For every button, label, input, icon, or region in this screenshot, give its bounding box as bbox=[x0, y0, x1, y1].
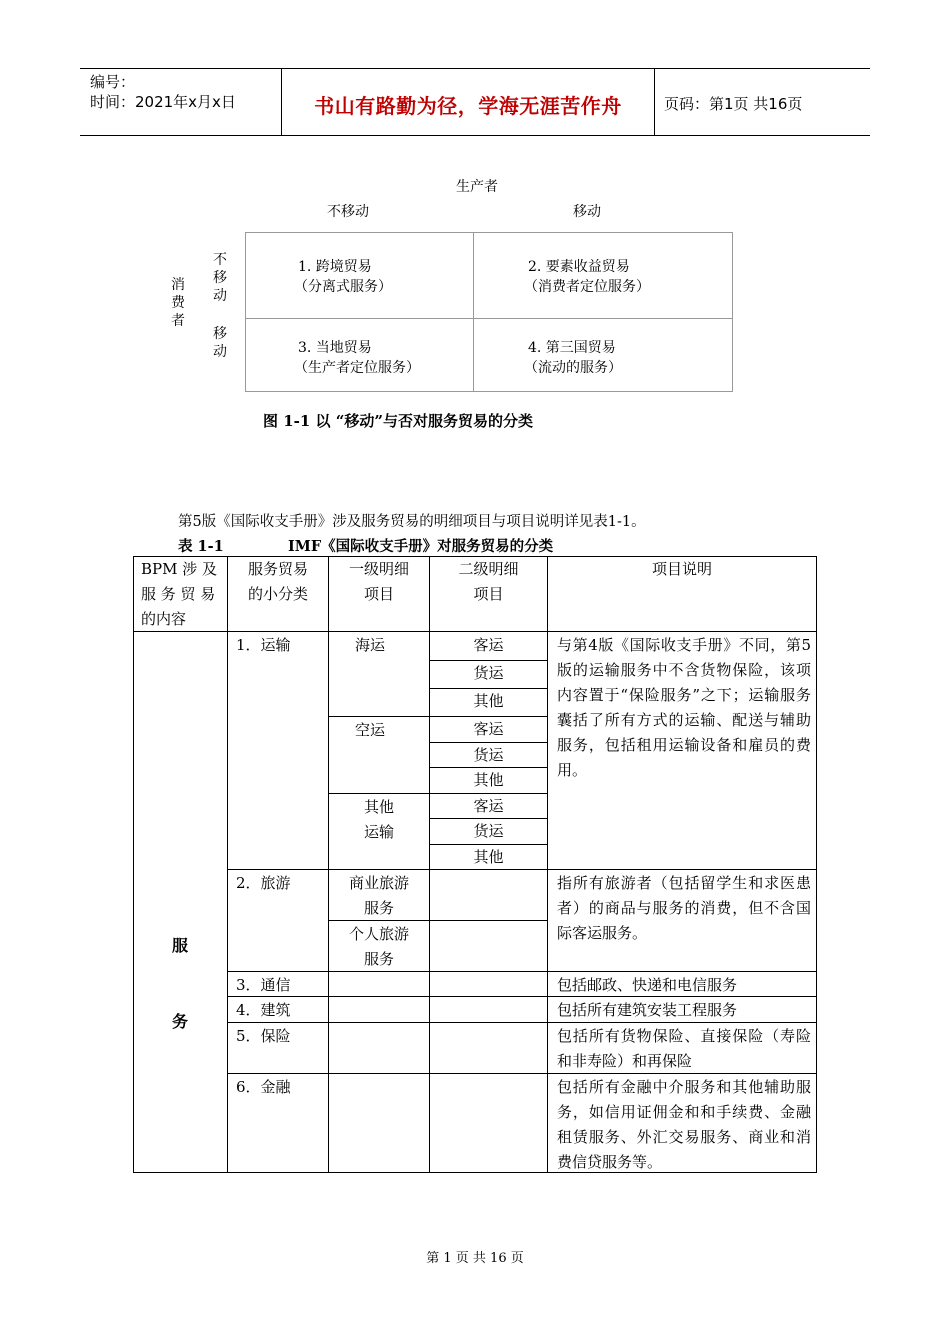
level1-air: 空运 bbox=[354, 721, 385, 739]
grid-cell-4: 4. 第三国贸易 （流动的服务） bbox=[524, 340, 622, 376]
subcategory-communication: 3．通信 bbox=[236, 976, 291, 994]
page-footer: 第 1 页 共 16 页 bbox=[426, 1251, 524, 1266]
header-page-number: 页码：第1页 共16页 bbox=[664, 95, 803, 113]
level2-other-other: 其他 bbox=[473, 848, 504, 866]
time-label: 时间：2021年x月x日 bbox=[90, 93, 236, 111]
level2-air-other: 其他 bbox=[473, 771, 504, 789]
level1-other-transport: 其他 运输 bbox=[363, 798, 394, 841]
table-label: 表 1-1 bbox=[178, 538, 224, 555]
description-travel: 指所有旅游者（包括留学生和求医患者）的商品与服务的消费，但不含国际客运服务。 bbox=[557, 874, 811, 942]
level2-air-freight: 货运 bbox=[473, 746, 504, 764]
level1-personal-travel: 个人旅游 服务 bbox=[348, 925, 409, 968]
subcategory-transport: 1．运输 bbox=[236, 636, 291, 654]
level2-air-passenger: 客运 bbox=[473, 720, 504, 738]
producer-label: 生产者 bbox=[456, 179, 498, 195]
header-top-rule bbox=[80, 68, 870, 69]
subcategory-insurance: 5．保险 bbox=[236, 1027, 291, 1045]
col-header-bpm: BPM 涉 及 服 务 贸 易 的内容 bbox=[141, 560, 218, 628]
level2-sea-passenger: 客运 bbox=[473, 636, 504, 654]
grid-divider bbox=[245, 318, 733, 319]
level2-sea-freight: 货运 bbox=[473, 664, 504, 682]
description-construction: 包括所有建筑安装工程服务 bbox=[557, 1001, 738, 1019]
grid-cell-3: 3. 当地贸易 （生产者定位服务） bbox=[294, 340, 420, 376]
header-left bbox=[90, 72, 236, 112]
col-header-level1: 一级明细 项目 bbox=[348, 560, 409, 603]
level2-other-freight: 货运 bbox=[473, 822, 504, 840]
consumer-label: 消 费 者 bbox=[171, 277, 185, 329]
description-insurance: 包括所有货物保险、直接保险（寿险和非寿险）和再保险 bbox=[557, 1027, 811, 1070]
col-move-label: 移动 bbox=[573, 204, 601, 220]
table-title: IMF《国际收支手册》对服务贸易的分类 bbox=[288, 538, 554, 555]
level1-sea: 海运 bbox=[354, 636, 385, 654]
figure-caption: 图 1-1 以 “移动”与否对服务贸易的分类 bbox=[263, 412, 534, 430]
col-header-description: 项目说明 bbox=[651, 560, 712, 578]
col-header-level2: 二级明细 项目 bbox=[458, 560, 519, 603]
grid-cell-2: 2. 要素收益贸易 （消费者定位服务） bbox=[524, 259, 650, 295]
col-not-move-label: 不移动 bbox=[327, 204, 369, 220]
subcategory-travel: 2．旅游 bbox=[236, 874, 291, 892]
grid-divider bbox=[473, 232, 474, 392]
subcategory-construction: 4．建筑 bbox=[236, 1001, 291, 1019]
header-divider bbox=[654, 68, 655, 136]
level2-other-passenger: 客运 bbox=[473, 797, 504, 815]
header-motto: 书山有路勤为径，学海无涯苦作舟 bbox=[314, 94, 622, 118]
description-finance: 包括所有金融中介服务和其他辅助服务，如信用证佣金和和手续费、金融租赁服务、外汇交易服务、商业和消费信贷服务等。 bbox=[557, 1078, 811, 1171]
intro-paragraph: 第5版《国际收支手册》涉及服务贸易的明细项目与项目说明详见表1-1。 bbox=[178, 514, 646, 530]
description-transport: 与第4版《国际收支手册》不同，第5版的运输服务中不含货物保险，该项内容置于“保险服务”之下；运输服务囊括了所有方式的运输、配送与辅助服务，包括租用运输设备和雇员的费用。 bbox=[557, 636, 811, 779]
subcategory-finance: 6．金融 bbox=[236, 1078, 291, 1096]
number-label: 编号： bbox=[90, 73, 136, 91]
col-header-subcategory: 服务贸易 的小分类 bbox=[247, 560, 308, 603]
category-char: 服 bbox=[172, 936, 189, 955]
level1-business-travel: 商业旅游 服务 bbox=[348, 874, 409, 917]
grid-cell-1: 1. 跨境贸易 （分离式服务） bbox=[294, 259, 392, 295]
description-communication: 包括邮政、快递和电信服务 bbox=[557, 976, 738, 994]
header-bottom-rule bbox=[80, 135, 870, 136]
row-not-move-label: 不 移 动 bbox=[213, 252, 227, 304]
category-char: 务 bbox=[172, 1012, 189, 1031]
row-move-label: 移 动 bbox=[213, 326, 227, 360]
level2-sea-other: 其他 bbox=[473, 692, 504, 710]
